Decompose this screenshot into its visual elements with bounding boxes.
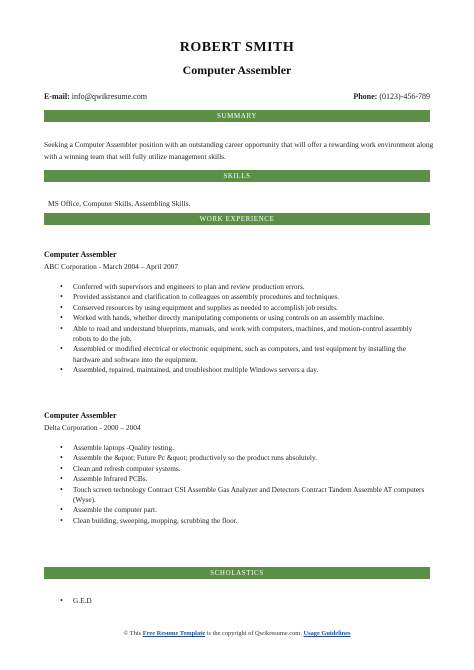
- list-item: • G.E.D: [60, 596, 430, 606]
- list-item: • Conferred with supervisors and engineers to plan and review production errors.: [60, 282, 430, 292]
- experience-heading: WORK EXPERIENCE: [44, 213, 430, 225]
- list-item: • Clean and refresh computer systems.: [60, 464, 430, 474]
- summary-text: Seeking a Computer Assembler position with an outstanding career opportunity that will offer a rewarding work environment along with a winning team that will fully utilize management skills.: [44, 140, 434, 161]
- phone-contact: [353, 92, 430, 101]
- job-title: Computer Assembler: [44, 411, 117, 420]
- usage-guidelines-link[interactable]: Usage Guidelines: [303, 630, 351, 637]
- list-item: • Assemble laptops -Quality testing.: [60, 443, 430, 453]
- job-2-bullets: [60, 443, 430, 526]
- job-title: Computer Assembler: [44, 250, 117, 259]
- footer-prefix: © This: [123, 630, 142, 637]
- list-item: • Provided assistance and clarification to colleagues on assembly procedures and techniques.: [60, 292, 430, 302]
- footer-copyright: is the copyright of Qwikresume.com.: [206, 630, 302, 637]
- list-item: • Clean building, sweeping, mopping, scrubbing the floor.: [60, 516, 430, 526]
- list-item: • Assemble the computer part.: [60, 505, 430, 515]
- job-meta: Delta Corporation - 2000 – 2004: [44, 423, 141, 432]
- email-label: E-mail:: [44, 92, 70, 101]
- list-item: • Assemble Infrared PCBs.: [60, 474, 430, 484]
- scholastics-heading: SCHOLASTICS: [44, 567, 430, 579]
- email-contact: [44, 92, 147, 101]
- list-item: • Touch screen technology Contract CSI Assemble Gas Analyzer and Detectors Contract Tandem Assemble AT computers (Wyse).: [60, 485, 430, 506]
- phone-value: (0123)-456-789: [379, 92, 430, 101]
- footer: [0, 630, 474, 637]
- phone-label: Phone:: [353, 92, 378, 101]
- skills-text: MS Office, Computer Skills, Assembling Skills.: [48, 199, 191, 208]
- list-item: • Assembled, repaired, maintained, and troubleshoot multiple Windows servers a day.: [60, 365, 430, 375]
- skills-heading: SKILLS: [44, 170, 430, 182]
- list-item: • Able to read and understand blueprints, manuals, and work with computers, machines, and motion-control assembly robots to do the job.: [60, 324, 430, 345]
- list-item: • Worked with hands, whether directly manipulating components or using controls on an assembly machine.: [60, 313, 430, 323]
- list-item: • Assemble the &quot; Future Pc &quot; productively so the product runs absolutely.: [60, 453, 430, 463]
- list-item: • Conserved resources by using equipment and supplies as needed to accomplish job results.: [60, 303, 430, 313]
- job-meta: ABC Corporation - March 2004 – April 2007: [44, 262, 179, 271]
- email-value[interactable]: info@qwikresume.com: [71, 92, 147, 101]
- candidate-name: ROBERT SMITH: [179, 40, 295, 55]
- summary-heading: SUMMARY: [44, 110, 430, 122]
- list-item: • Assembled or modified electrical or electronic equipment, such as computers, and test equipment by installing the hardware and software into the equipment.: [60, 344, 430, 365]
- job-1-bullets: [60, 282, 430, 376]
- scholastics-list: [60, 596, 430, 606]
- candidate-role: Computer Assembler: [182, 63, 292, 77]
- free-resume-template-link[interactable]: Free Resume Template: [142, 630, 206, 637]
